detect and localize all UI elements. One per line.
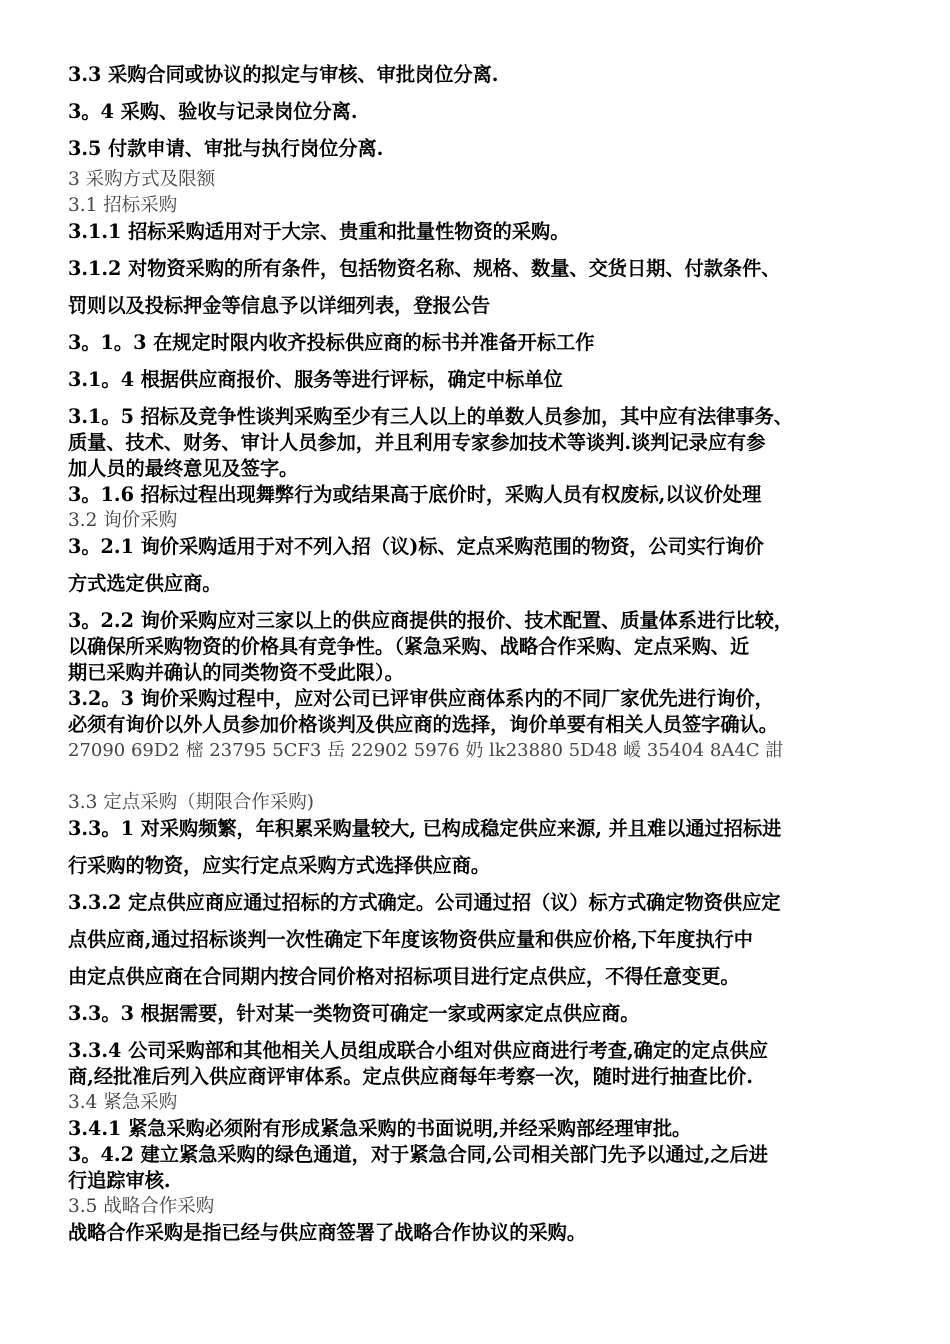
paragraph-3-2-3-cont: 必须有询价以外人员参加价格谈判及供应商的选择，询价单要有相关人员签字确认。 [68,713,778,736]
paragraph-3-1-5-cont2: 加人员的最终意见及签字。 [68,457,299,480]
paragraph-3-2-1-cont: 方式选定供应商。 [68,572,222,595]
paragraph-3-1-6: 3。1.6 招标过程出现舞弊行为或结果高于底价时，采购人员有权废标,以议价处理 [68,483,762,506]
paragraph-3-4-1: 3.4.1 紧急采购必须附有形成紧急采购的书面说明,并经采购部经理审批。 [68,1117,692,1140]
section-heading-3-1: 3.1 招标采购 [68,195,178,216]
code-line: 27090 69D2 樒 23795 5CF3 岳 22902 5976 奶 lk23880 5D48 嵈 35404 8A4C 詌 [68,740,784,761]
paragraph-3-3-4: 3.3.4 公司采购部和其他相关人员组成联合小组对供应商进行考查,确定的定点供应 [68,1039,768,1062]
paragraph-3-3: 3.3 采购合同或协议的拟定与审核、审批岗位分离. [68,63,499,86]
paragraph-3-3-2-cont1: 点供应商,通过招标谈判一次性确定下年度该物资供应量和供应价格,下年度执行中 [68,928,753,951]
paragraph-3-1-1: 3.1.1 招标采购适用对于大宗、贵重和批量性物资的采购。 [68,220,570,243]
document-body [68,62,888,1246]
paragraph-3-3-3: 3.3。3 根据需要，针对某一类物资可确定一家或两家定点供应商。 [68,1002,640,1025]
paragraph-3-3-4-cont: 商,经批准后列入供应商评审体系。定点供应商每年考察一次，随时进行抽查比价. [68,1065,753,1088]
paragraph-3-2-2: 3。2.2 询价采购应对三家以上的供应商提供的报价、技术配置、质量体系进行比较， [68,609,793,632]
paragraph-3-3-2-cont2: 由定点供应商在合同期内按合同价格对招标项目进行定点供应，不得任意变更。 [68,965,740,988]
paragraph-3-2-1: 3。2.1 询价采购适用于对不列入招（议)标、定点采购范围的物资，公司实行询价 [68,535,764,558]
paragraph-3-1-5-cont1: 质量、技术、财务、审计人员参加，并且利用专家参加技术等谈判.谈判记录应有参 [68,431,766,454]
paragraph-3-1-2: 3.1.2 对物资采购的所有条件，包括物资名称、规格、数量、交货日期、付款条件、 [68,257,781,280]
section-heading-3: 3 采购方式及限额 [68,169,216,190]
paragraph-3-4: 3。4 采购、验收与记录岗位分离. [68,100,358,123]
section-heading-3-2: 3.2 询价采购 [68,510,178,531]
paragraph-3-1-3: 3。1。3 在规定时限内收齐投标供应商的标书并准备开标工作 [68,331,595,354]
paragraph-3-3-1: 3.3。1 对采购频繁，年积累采购量较大, 已构成稳定供应来源, 并且难以通过招标进 [68,817,782,840]
paragraph-3-2-3: 3.2。3 询价采购过程中，应对公司已评审供应商体系内的不同厂家优先进行询价， [68,687,774,710]
paragraph-3-5-body: 战略合作采购是指已经与供应商签署了战略合作协议的采购。 [68,1221,587,1244]
paragraph-3-4-2-cont: 行追踪审核. [68,1169,171,1192]
paragraph-3-2-2-cont1: 以确保所采购物资的价格具有竞争性。（紧急采购、战略合作采购、定点采购、近 [68,635,750,658]
paragraph-3-2-2-cont2: 期已采购并确认的同类物资不受此限）。 [68,661,404,684]
paragraph-3-3-2: 3.3.2 定点供应商应通过招标的方式确定。公司通过招（议）标方式确定物资供应定 [68,891,781,914]
paragraph-3-5: 3.5 付款申请、审批与执行岗位分离. [68,137,384,160]
paragraph-3-1-2-cont: 罚则以及投标押金等信息予以详细列表，登报公告 [68,294,491,317]
paragraph-3-1-4: 3.1。4 根据供应商报价、服务等进行评标，确定中标单位 [68,368,563,391]
paragraph-3-3-1-cont: 行采购的物资，应实行定点采购方式选择供应商。 [68,854,491,877]
paragraph-3-1-5: 3.1。5 招标及竞争性谈判采购至少有三人以上的单数人员参加，其中应有法律事务、 [68,405,793,428]
section-heading-3-3: 3.3 定点采购（期限合作采购) [68,792,315,813]
section-heading-3-4: 3.4 紧急采购 [68,1092,178,1113]
section-heading-3-5: 3.5 战略合作采购 [68,1196,215,1217]
paragraph-3-4-2: 3。4.2 建立紧急采购的绿色通道，对于紧急合同,公司相关部门先予以通过,之后进 [68,1143,768,1166]
